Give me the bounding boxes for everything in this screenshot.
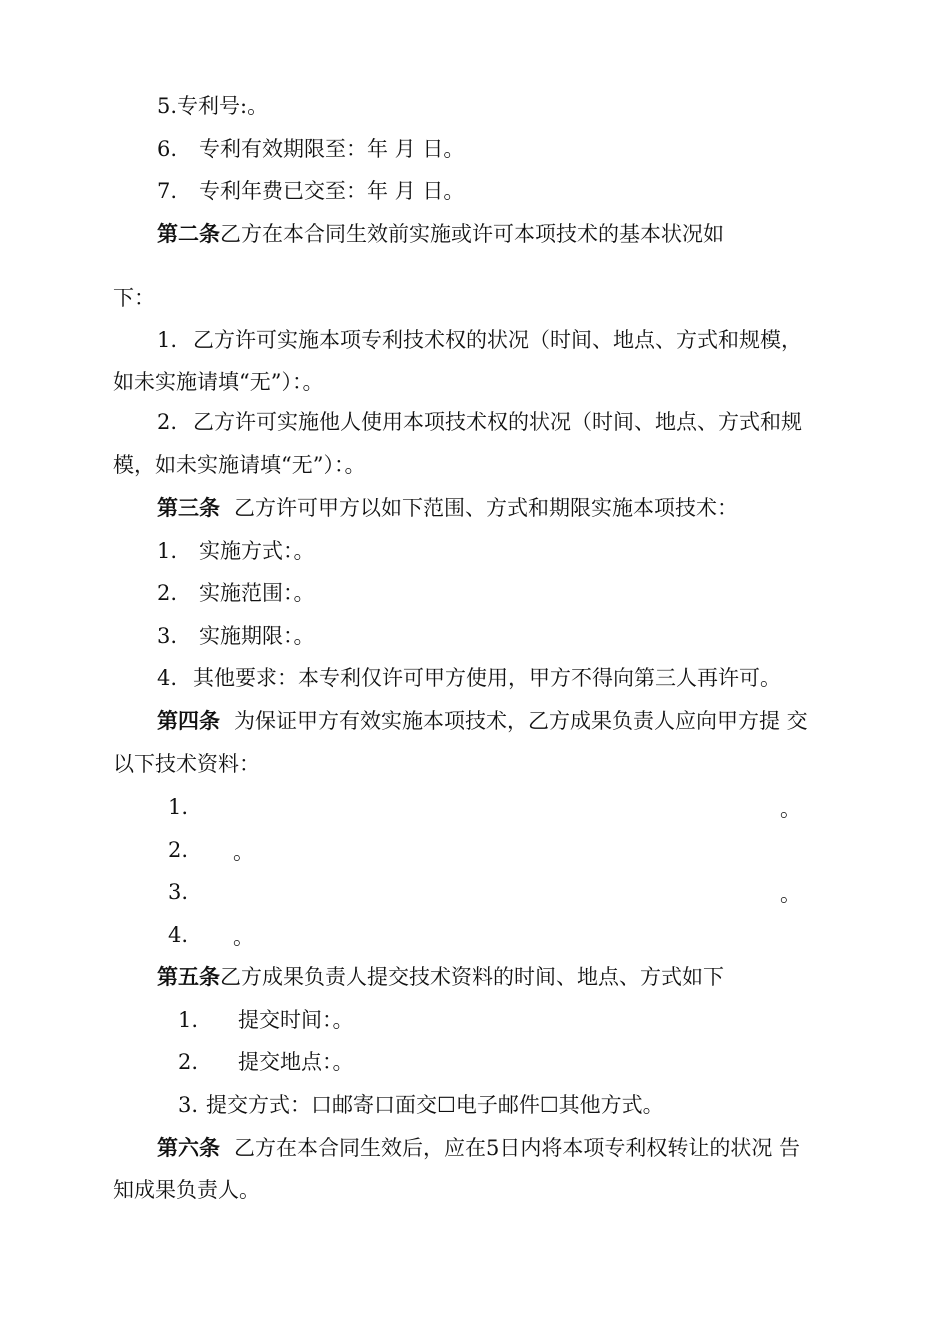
article-3-item-4: [157, 663, 781, 693]
item-annual-fee: [157, 176, 464, 206]
article-4-item-3-end: 。: [780, 882, 801, 906]
item-text: 乙方许可实施他人使用本项技术权的状况（时间、地点、方式和规: [193, 410, 802, 434]
article-2-item-1-line-2: 如未实施请填“无”）：。: [113, 370, 324, 394]
item-text: 提交地点：。: [238, 1050, 354, 1074]
article-text: 乙方许可甲方以如下范围、方式和期限实施本项技术：: [234, 496, 738, 520]
article-heading: 第五条: [157, 964, 220, 989]
article-heading: 第四条: [157, 708, 220, 733]
article-3-item-1: [157, 536, 315, 566]
article-4-item-4-end: 。: [233, 925, 254, 949]
article-5: [157, 962, 724, 992]
article-6-line-1: [157, 1133, 800, 1163]
article-4-line-1: [157, 706, 808, 736]
item-number: 1.: [178, 1008, 199, 1032]
article-2-item-2-line-2: 模，如未实施请填“无”）：。: [113, 453, 366, 477]
article-4-item-4-number: 4.: [168, 923, 189, 947]
item-number: 5: [157, 94, 171, 118]
item-number: 2.: [157, 581, 178, 605]
article-4-item-2-number: 2.: [168, 838, 189, 862]
item-number: 2.: [157, 410, 178, 434]
item-text: 实施范围：。: [199, 581, 315, 605]
item-number: 7.: [157, 179, 178, 203]
item-number: 2.: [178, 1050, 199, 1074]
article-5-item-2: [178, 1047, 354, 1077]
item-number: 1.: [157, 328, 178, 352]
item-text: 提交方式：口邮寄口面交☐电子邮件☐其他方式。: [206, 1093, 664, 1117]
article-2-line-2: 下：: [113, 286, 155, 310]
article-text: 乙方成果负责人提交技术资料的时间、地点、方式如下: [220, 965, 724, 989]
article-text: 为保证甲方有效实施本项技术，乙方成果负责人应向甲方提 交: [234, 709, 808, 733]
item-text: 实施方式：。: [199, 539, 315, 563]
article-4-item-3-number: 3.: [168, 880, 189, 904]
article-heading: 第三条: [157, 495, 220, 520]
item-patent-validity: [157, 134, 464, 164]
item-number: 4.: [157, 666, 178, 690]
item-text: 乙方许可实施本项专利技术权的状况（时间、地点、方式和规模，: [193, 328, 802, 352]
article-3-item-3: [157, 621, 315, 651]
item-text: 提交时间：。: [238, 1008, 354, 1032]
item-text: .专利号:。: [170, 94, 269, 118]
item-text: 其他要求：本专利仅许可甲方使用，甲方不得向第三人再许可。: [193, 666, 781, 690]
item-number: 3.: [178, 1093, 199, 1117]
article-3: [157, 493, 738, 523]
item-number: 6.: [157, 137, 178, 161]
article-6-line-2: 知成果负责人。: [113, 1178, 260, 1202]
article-heading: 第二条: [157, 221, 220, 246]
article-4-item-1-number: 1.: [168, 795, 189, 819]
article-4-line-2: 以下技术资料：: [113, 752, 260, 776]
article-2-item-2-line-1: [157, 407, 802, 437]
article-5-item-3: [178, 1090, 664, 1120]
article-5-item-1: [178, 1005, 354, 1035]
article-text: 乙方在本合同生效前实施或许可本项技术的基本状况如: [220, 222, 724, 246]
article-heading: 第六条: [157, 1135, 220, 1160]
article-2-item-1-line-1: [157, 325, 802, 355]
item-text: 专利年费已交至：年 月 日。: [199, 179, 465, 203]
item-text: 专利有效期限至：年 月 日。: [199, 137, 465, 161]
item-number: 3.: [157, 624, 178, 648]
item-patent-number: [157, 91, 268, 121]
article-3-item-2: [157, 578, 315, 608]
item-number: 1.: [157, 539, 178, 563]
article-4-item-2-end: 。: [233, 840, 254, 864]
item-text: 实施期限：。: [199, 624, 315, 648]
article-2-line-1: [157, 219, 724, 249]
article-4-item-1-end: 。: [780, 797, 801, 821]
article-text: 乙方在本合同生效后，应在5日内将本项专利权转让的状况 告: [234, 1136, 801, 1160]
